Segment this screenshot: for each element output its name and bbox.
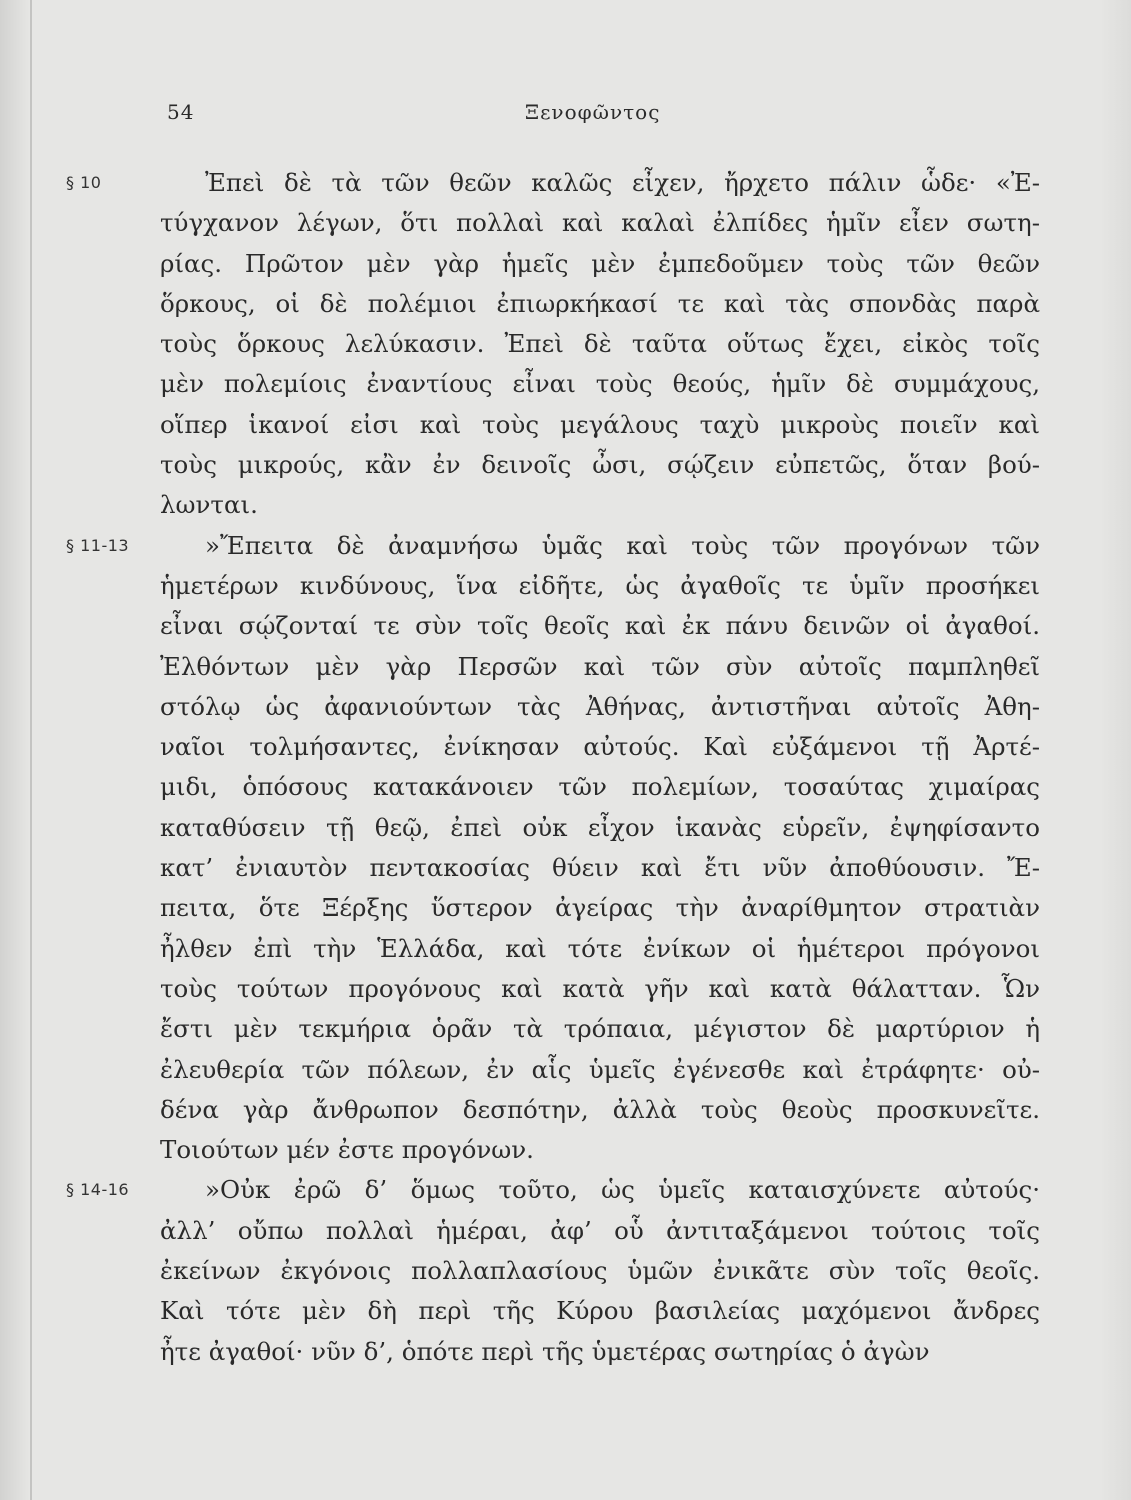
- line-text: Ἐλθόντων μὲν γὰρ Περσῶν καὶ τῶν σὺν αὐτοῖς παμπληθεῖ: [160, 651, 1040, 681]
- line-text: ὅρκους, οἱ δὲ πολέμιοι ἐπιωρκήκασί τε καὶ τὰς σπονδὰς παρὰ: [160, 288, 1040, 318]
- text-line: [160, 808, 1040, 848]
- line-text: ρίας. Πρῶτον μὲν γὰρ ἡμεῖς μὲν ἐμπεδοῦμεν τοὺς τῶν θεῶν: [160, 248, 1040, 278]
- text-line: [160, 969, 1040, 1009]
- line-text: Τοιούτων μέν ἐστε προγόνων.: [160, 1135, 534, 1165]
- line-text: εἶναι σῴζονταί τε σὺν τοῖς θεοῖς καὶ ἐκ πάνυ δεινῶν οἱ ἀγαθοί.: [160, 611, 1040, 641]
- text-line: [160, 687, 1040, 727]
- line-text: πειτα, ὅτε Ξέρξης ὕστερον ἀγείρας τὴν ἀναρίθμητον στρατιὰν: [160, 893, 1040, 923]
- text-line: [160, 647, 1040, 687]
- line-text: δένα γὰρ ἄνθρωπον δεσπότην, ἀλλὰ τοὺς θεοὺς προσκυνεῖτε.: [160, 1094, 1040, 1124]
- section-marker: § 11-13: [66, 535, 130, 555]
- line-text: οἵπερ ἱκανοί εἰσι καὶ τοὺς μεγάλους ταχὺ μικροὺς ποιεῖν καὶ: [160, 409, 1040, 439]
- text-line: [160, 364, 1040, 404]
- body-text: [66, 163, 1040, 1372]
- line-text: ἐλευθερία τῶν πόλεων, ἐν αἷς ὑμεῖς ἐγένεσθε καὶ ἐτράφητε· οὐ-: [160, 1054, 1040, 1084]
- line-text: τοὺς ὅρκους λελύκασιν. Ἐπεὶ δὲ ταῦτα οὕτως ἔχει, εἰκὸς τοῖς: [160, 329, 1040, 359]
- running-title: Ξενοφῶντος: [525, 100, 661, 124]
- text-line: [160, 929, 1040, 969]
- line-text: ἐκείνων ἐκγόνοις πολλαπλασίους ὑμῶν ἐνικᾶτε σὺν τοῖς θεοῖς.: [160, 1256, 1040, 1286]
- line-text: τοὺς μικρούς, κἂν ἐν δεινοῖς ὦσι, σῴζειν εὐπετῶς, ὅταν βού-: [160, 450, 1040, 480]
- line-text: μιδι, ὁπόσους κατακάνοιεν τῶν πολεμίων, τοσαύτας χιμαίρας: [160, 772, 1040, 802]
- line-text: λωνται.: [160, 490, 258, 520]
- text-line: [160, 1211, 1040, 1251]
- text-line: [160, 606, 1040, 646]
- line-text: »Οὐκ ἐρῶ δ’ ὅμως τοῦτο, ὡς ὑμεῖς καταισχύνετε αὐτούς·: [205, 1175, 1040, 1205]
- text-line: [160, 244, 1040, 284]
- text-line: [160, 1050, 1040, 1090]
- line-text: μὲν πολεμίοις ἐναντίους εἶναι τοὺς θεούς, ἡμῖν δὲ συμμάχους,: [160, 369, 1040, 399]
- text-line: [160, 1332, 1040, 1372]
- text-line: [160, 566, 1040, 606]
- line-text: κατ’ ἐνιαυτὸν πεντακοσίας θύειν καὶ ἔτι νῦν ἀποθύουσιν. Ἔ-: [160, 853, 1040, 883]
- line-text: ἀλλ’ οὔπω πολλαὶ ἡμέραι, ἀφ’ οὗ ἀντιταξάμενοι τούτοις τοῖς: [160, 1215, 1040, 1245]
- text-line: [160, 767, 1040, 807]
- text-line: [160, 203, 1040, 243]
- text-line: [160, 1090, 1040, 1130]
- page-number: 54: [167, 100, 195, 124]
- line-text: στόλῳ ὡς ἀφανιούντων τὰς Ἀθήνας, ἀντιστῆναι αὐτοῖς Ἀθη-: [160, 691, 1040, 721]
- line-text: Ἐπεὶ δὲ τὰ τῶν θεῶν καλῶς εἶχεν, ἤρχετο πάλιν ὧδε· «Ἐ-: [205, 168, 1040, 197]
- line-text: ἡμετέρων κινδύνους, ἵνα εἰδῆτε, ὡς ἀγαθοῖς τε ὑμῖν προσήκει: [160, 570, 1040, 600]
- line-text: Καὶ τότε μὲν δὴ περὶ τῆς Κύρου βασιλείας μαχόμενοι ἄνδρες: [160, 1296, 1040, 1326]
- line-text: ἦτε ἀγαθοί· νῦν δ’, ὁπότε περὶ τῆς ὑμετέρας σωτηρίας ὁ ἀγὼν: [160, 1336, 930, 1366]
- line-text: τοὺς τούτων προγόνους καὶ κατὰ γῆν καὶ κατὰ θάλατταν. Ὧν: [160, 973, 1040, 1003]
- text-line: [160, 1130, 1040, 1170]
- text-line: [160, 284, 1040, 324]
- line-text: ναῖοι τολμήσαντες, ἐνίκησαν αὐτούς. Καὶ εὐξάμενοι τῇ Ἀρτέ-: [160, 732, 1040, 762]
- text-line: [160, 485, 1040, 525]
- line-text: τύγχανον λέγων, ὅτι πολλαὶ καὶ καλαὶ ἐλπίδες ἡμῖν εἶεν σωτη-: [160, 208, 1040, 238]
- text-line: [160, 848, 1040, 888]
- section-marker: § 10: [66, 173, 102, 192]
- book-gutter: [30, 0, 32, 1500]
- text-line: [160, 727, 1040, 767]
- line-text: ἦλθεν ἐπὶ τὴν Ἑλλάδα, καὶ τότε ἐνίκων οἱ ἡμέτεροι πρόγονοι: [160, 933, 1040, 963]
- paragraph-first-line: [66, 1170, 1040, 1210]
- paragraph-first-line: [66, 526, 1040, 566]
- running-head: [0, 100, 1131, 130]
- text-line: [160, 1291, 1040, 1331]
- text-line: [160, 405, 1040, 445]
- section-marker: § 14-16: [66, 1180, 130, 1200]
- text-line: [160, 1251, 1040, 1291]
- text-line: [160, 1009, 1040, 1049]
- paragraph-first-line: [66, 163, 1040, 203]
- line-text: ἔστι μὲν τεκμήρια ὁρᾶν τὰ τρόπαια, μέγιστον δὲ μαρτύριον ἡ: [160, 1014, 1040, 1044]
- line-text: καταθύσειν τῇ θεῷ, ἐπεὶ οὐκ εἶχον ἱκανὰς εὑρεῖν, ἐψηφίσαντο: [160, 812, 1040, 842]
- text-line: [160, 324, 1040, 364]
- text-line: [160, 445, 1040, 485]
- text-line: [160, 888, 1040, 928]
- line-text: »Ἔπειτα δὲ ἀναμνήσω ὑμᾶς καὶ τοὺς τῶν προγόνων τῶν: [205, 530, 1040, 560]
